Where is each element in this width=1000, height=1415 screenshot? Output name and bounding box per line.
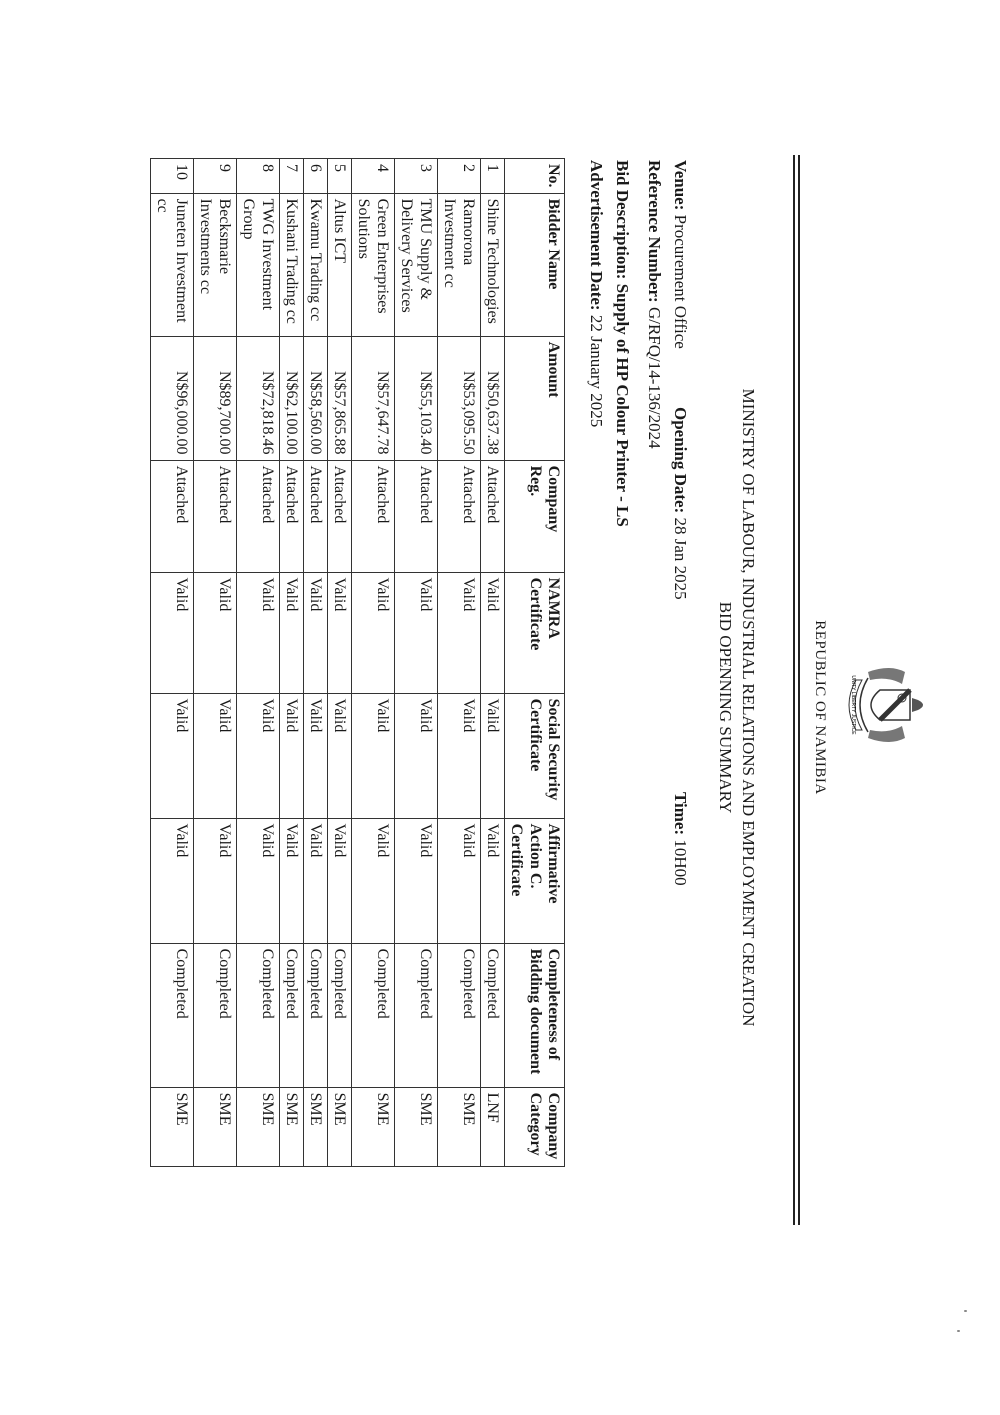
table-header-row xyxy=(504,159,564,1167)
cell-completeness: Completed xyxy=(351,943,394,1087)
cell-completeness: Completed xyxy=(303,943,327,1087)
table-row xyxy=(327,159,351,1167)
cell-social: Valid xyxy=(236,693,279,818)
cell-reg: Attached xyxy=(480,460,504,572)
header-company-reg: Company Reg. xyxy=(504,460,564,572)
cell-completeness: Completed xyxy=(437,943,480,1087)
crest-motto: UNITY LIBERTY JUSTICE xyxy=(850,675,856,735)
cell-social: Valid xyxy=(437,693,480,818)
cell-amount: N$89,700.00 xyxy=(193,336,236,460)
cell-social: Valid xyxy=(303,693,327,818)
cell-no: 10 xyxy=(150,159,193,194)
cell-amount: N$62,100.00 xyxy=(279,336,303,460)
cell-amount: N$72,818.46 xyxy=(236,336,279,460)
bid-description-line xyxy=(612,160,632,527)
cell-affirmative: Valid xyxy=(437,818,480,943)
cell-amount: N$57,647.78 xyxy=(351,336,394,460)
header-completeness: Completeness of Bidding document xyxy=(504,943,564,1087)
cell-reg: Attached xyxy=(351,460,394,572)
cell-amount: N$55,103.40 xyxy=(394,336,437,460)
cell-completeness: Completed xyxy=(150,943,193,1087)
cell-name: Ramorona Investment cc xyxy=(437,193,480,336)
reference-line xyxy=(644,160,664,449)
cell-name: Green Enterprises Solutions xyxy=(351,193,394,336)
cell-reg: Attached xyxy=(303,460,327,572)
cell-amount: N$50,637.38 xyxy=(480,336,504,460)
cell-namra: Valid xyxy=(480,572,504,693)
cell-namra: Valid xyxy=(303,572,327,693)
cell-affirmative: Valid xyxy=(150,818,193,943)
cell-category: LNF xyxy=(480,1087,504,1166)
cell-category: SME xyxy=(351,1087,394,1166)
cell-category: SME xyxy=(394,1087,437,1166)
ministry-heading: MINISTRY OF LABOUR, INDUSTRIAL RELATIONS AND EMPLOYMENT CREATION xyxy=(739,388,758,1027)
table-row xyxy=(394,159,437,1167)
cell-completeness: Completed xyxy=(480,943,504,1087)
reference-label: Reference Number: xyxy=(645,160,664,303)
cell-reg: Attached xyxy=(394,460,437,572)
header-divider xyxy=(793,155,795,1225)
cell-affirmative: Valid xyxy=(303,818,327,943)
cell-affirmative: Valid xyxy=(236,818,279,943)
header-company-category: Company Category xyxy=(504,1087,564,1166)
header-affirmative-action: Affirmative Action C. Certificate xyxy=(504,818,564,943)
advertisement-line xyxy=(586,160,606,427)
cell-category: SME xyxy=(150,1087,193,1166)
cell-reg: Attached xyxy=(236,460,279,572)
header-no: No. xyxy=(504,159,564,194)
cell-name: Kwamu Trading cc xyxy=(303,193,327,336)
cell-reg: Attached xyxy=(327,460,351,572)
bid-description: Bid Description: Supply of HP Colour Printer - LS xyxy=(613,160,632,527)
cell-no: 9 xyxy=(193,159,236,194)
cell-social: Valid xyxy=(394,693,437,818)
cell-amount: N$53,095.50 xyxy=(437,336,480,460)
cell-no: 3 xyxy=(394,159,437,194)
cell-category: SME xyxy=(279,1087,303,1166)
header-namra: NAMRA Certificate xyxy=(504,572,564,693)
cell-social: Valid xyxy=(351,693,394,818)
cell-namra: Valid xyxy=(327,572,351,693)
header-bidder-name: Bidder Name xyxy=(504,193,564,336)
summary-title: BID OPENNING SUMMARY xyxy=(716,601,735,814)
header-divider xyxy=(798,155,800,1225)
cell-no: 2 xyxy=(437,159,480,194)
coat-of-arms-emblem xyxy=(840,650,930,760)
cell-affirmative: Valid xyxy=(394,818,437,943)
cell-name: Altus ICT xyxy=(327,193,351,336)
table-row xyxy=(279,159,303,1167)
cell-category: SME xyxy=(437,1087,480,1166)
cell-namra: Valid xyxy=(437,572,480,693)
cell-name: Becksmarie Investments cc xyxy=(193,193,236,336)
cell-name: Shine Technologies xyxy=(480,193,504,336)
cell-category: SME xyxy=(327,1087,351,1166)
opening-date-label: Opening Date: xyxy=(671,407,690,514)
cell-category: SME xyxy=(193,1087,236,1166)
cell-no: 4 xyxy=(351,159,394,194)
cell-namra: Valid xyxy=(236,572,279,693)
scan-speck xyxy=(964,1310,967,1312)
cell-social: Valid xyxy=(150,693,193,818)
cell-completeness: Completed xyxy=(279,943,303,1087)
cell-completeness: Completed xyxy=(327,943,351,1087)
cell-affirmative: Valid xyxy=(327,818,351,943)
time-line xyxy=(670,792,690,886)
cell-no: 1 xyxy=(480,159,504,194)
cell-amount: N$96,000.00 xyxy=(150,336,193,460)
cell-namra: Valid xyxy=(193,572,236,693)
cell-category: SME xyxy=(236,1087,279,1166)
table-row xyxy=(150,159,193,1167)
cell-social: Valid xyxy=(279,693,303,818)
table-row xyxy=(193,159,236,1167)
cell-reg: Attached xyxy=(150,460,193,572)
cell-name: TMU Supply & Delivery Services xyxy=(394,193,437,336)
venue-value: Procurement Office xyxy=(671,214,690,349)
time-value: 10H00 xyxy=(671,839,690,886)
header-social-security: Social Security Certificate xyxy=(504,693,564,818)
cell-amount: N$57,865.88 xyxy=(327,336,351,460)
cell-completeness: Completed xyxy=(193,943,236,1087)
cell-namra: Valid xyxy=(150,572,193,693)
cell-category: SME xyxy=(303,1087,327,1166)
venue-label: Venue: xyxy=(671,160,690,211)
table-row xyxy=(351,159,394,1167)
cell-completeness: Completed xyxy=(236,943,279,1087)
cell-reg: Attached xyxy=(193,460,236,572)
cell-name: Juneten Investment cc xyxy=(150,193,193,336)
cell-affirmative: Valid xyxy=(351,818,394,943)
opening-date-value: 28 Jan 2025 xyxy=(671,517,690,600)
cell-completeness: Completed xyxy=(394,943,437,1087)
table-row xyxy=(303,159,327,1167)
header-amount: Amount xyxy=(504,336,564,460)
advertisement-value: 22 January 2025 xyxy=(587,314,606,428)
table-row xyxy=(437,159,480,1167)
cell-social: Valid xyxy=(327,693,351,818)
cell-social: Valid xyxy=(193,693,236,818)
cell-affirmative: Valid xyxy=(480,818,504,943)
opening-date-line xyxy=(670,407,690,600)
republic-heading: REPUBLIC OF NAMIBIA xyxy=(812,620,828,795)
advertisement-label: Advertisement Date: xyxy=(587,160,606,311)
cell-namra: Valid xyxy=(279,572,303,693)
cell-namra: Valid xyxy=(351,572,394,693)
cell-no: 5 xyxy=(327,159,351,194)
cell-reg: Attached xyxy=(279,460,303,572)
cell-amount: N$58,560.00 xyxy=(303,336,327,460)
cell-social: Valid xyxy=(480,693,504,818)
reference-value: G/RFQ/14-136/2024 xyxy=(645,306,664,449)
table-row xyxy=(480,159,504,1167)
cell-namra: Valid xyxy=(394,572,437,693)
table-row xyxy=(236,159,279,1167)
cell-no: 6 xyxy=(303,159,327,194)
venue-line xyxy=(670,160,690,349)
bid-summary-table xyxy=(150,158,565,1167)
cell-affirmative: Valid xyxy=(193,818,236,943)
scan-speck xyxy=(957,1330,960,1332)
cell-name: TWG Investment Group xyxy=(236,193,279,336)
cell-no: 8 xyxy=(236,159,279,194)
time-label: Time: xyxy=(671,792,690,836)
cell-no: 7 xyxy=(279,159,303,194)
cell-name: Kushani Trading cc xyxy=(279,193,303,336)
cell-affirmative: Valid xyxy=(279,818,303,943)
cell-reg: Attached xyxy=(437,460,480,572)
